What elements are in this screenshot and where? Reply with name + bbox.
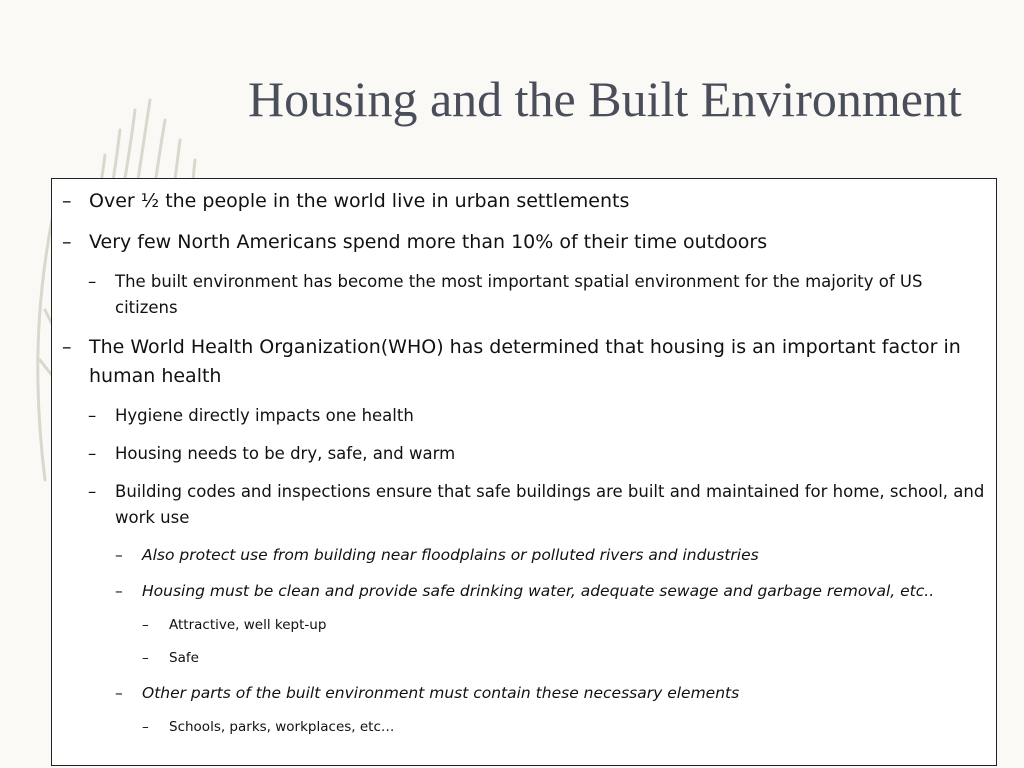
slide-title: Housing and the Built Environment — [248, 71, 962, 127]
bullet-text: Hygiene directly impacts one health — [115, 406, 414, 425]
bullet-dash: – — [115, 546, 123, 564]
content-box — [51, 178, 997, 766]
bullet-text: Schools, parks, workplaces, etc… — [169, 719, 395, 735]
bullet-text: Other parts of the built environment must contain these necessary elements — [142, 684, 740, 702]
sub-sub-bullet-item — [62, 543, 986, 567]
bullet-dash: – — [142, 719, 149, 735]
level4-bullet-item — [62, 615, 986, 635]
sub-sub-bullet-item — [62, 681, 986, 705]
bullet-dash: – — [62, 190, 72, 212]
bullet-dash: – — [88, 482, 97, 501]
bullet-text: Also protect use from building near floodplains or polluted rivers and industries — [142, 546, 759, 564]
bullet-item — [62, 187, 986, 216]
bullet-text: Over ½ the people in the world live in urban settlements — [89, 190, 630, 212]
sub-sub-bullet-item — [62, 579, 986, 603]
bullet-text: Building codes and inspections ensure that safe buildings are built and maintained for home, school, and work use — [115, 482, 985, 527]
bullet-dash: – — [62, 336, 72, 358]
bullet-text: Housing needs to be dry, safe, and warm — [115, 444, 456, 463]
bullet-text: Housing must be clean and provide safe drinking water, adequate sewage and garbage removal, etc.. — [142, 582, 935, 600]
level4-bullet-item — [62, 648, 986, 668]
bullet-item — [62, 228, 986, 257]
bullet-dash: – — [142, 650, 149, 666]
bullet-dash: – — [88, 272, 97, 291]
bullet-text: Safe — [169, 650, 199, 666]
level4-bullet-item — [62, 717, 986, 737]
bullet-text: The World Health Organization(WHO) has determined that housing is an important factor in human health — [89, 336, 961, 387]
sub-bullet-item — [62, 479, 986, 531]
bullet-dash: – — [142, 617, 149, 633]
bullet-text: The built environment has become the most important spatial environment for the majority of US citizens — [115, 272, 923, 317]
bullet-dash: – — [88, 406, 97, 425]
bullet-text: Very few North Americans spend more than 10% of their time outdoors — [89, 231, 768, 253]
bullet-dash: – — [115, 582, 123, 600]
sub-bullet-item — [62, 403, 986, 429]
bullet-text: Attractive, well kept-up — [169, 617, 327, 633]
bullet-dash: – — [115, 684, 123, 702]
sub-bullet-item — [62, 269, 986, 321]
bullet-item — [62, 333, 986, 391]
bullet-dash: – — [88, 444, 97, 463]
sub-bullet-item — [62, 441, 986, 467]
bullet-dash: – — [62, 231, 72, 253]
